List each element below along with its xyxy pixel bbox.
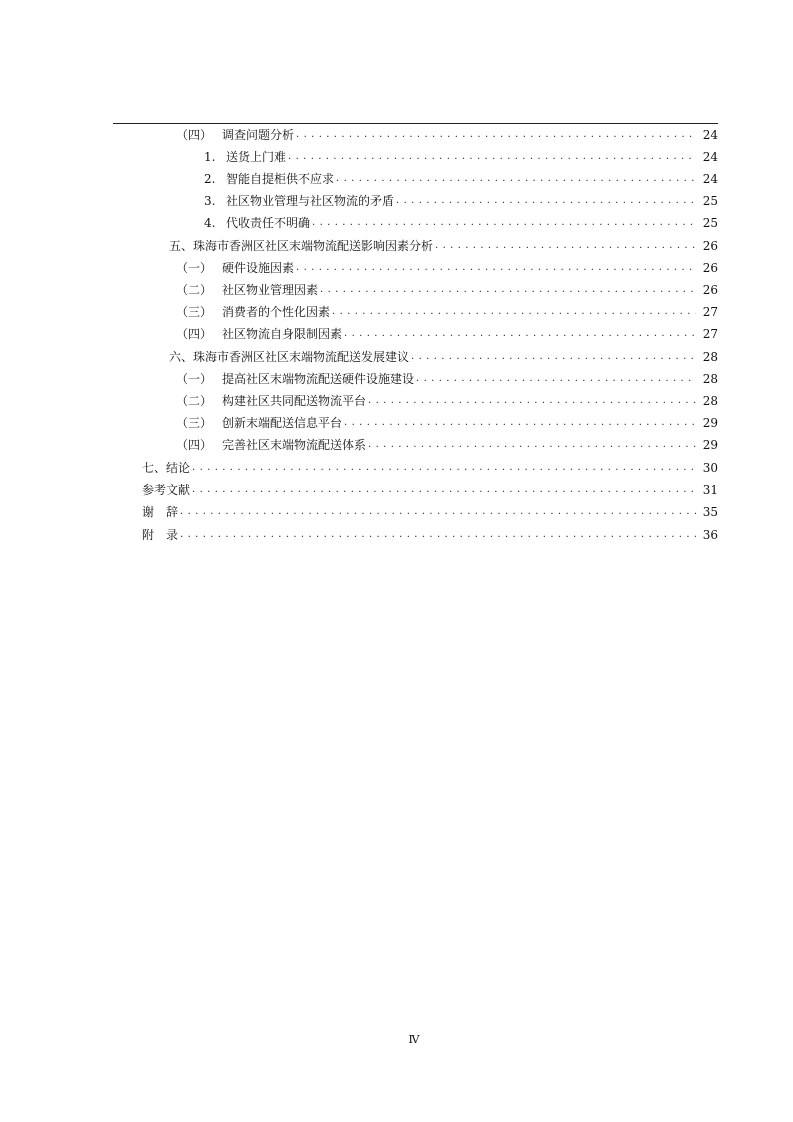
toc-dot-leader: [336, 168, 696, 190]
toc-entry[interactable]: [169, 346, 718, 368]
toc-entry-title: 送货上门难: [226, 150, 287, 164]
toc-entry[interactable]: [176, 257, 718, 279]
toc-entry-page: 36: [702, 528, 718, 542]
toc-entry-title: 谢 辞: [142, 505, 179, 519]
toc-dot-leader: [180, 501, 696, 523]
toc-dot-leader: [192, 479, 696, 501]
toc-entry-number: 3.: [204, 194, 216, 208]
toc-dot-leader: [411, 346, 696, 368]
toc-entry-page: 28: [702, 350, 718, 364]
toc-entry-page: 24: [702, 150, 718, 164]
toc-entry[interactable]: [176, 124, 718, 146]
toc-entry-page: 28: [702, 394, 718, 408]
toc-entry-title: 社区物业管理因素: [222, 283, 319, 297]
toc-entry-title: 硬件设施因素: [222, 261, 295, 275]
toc-entry-title: 社区物业管理与社区物流的矛盾: [226, 194, 395, 208]
toc-entry-number: （一）: [176, 372, 213, 386]
toc-entry-number: （三）: [176, 305, 213, 319]
toc-entry-page: 26: [702, 239, 718, 253]
toc-entry-number: （二）: [176, 394, 213, 408]
toc-entry-number: （四）: [176, 327, 213, 341]
toc-entry-number: （一）: [176, 261, 213, 275]
toc-dot-leader: [180, 524, 696, 546]
toc-dot-leader: [332, 301, 696, 323]
toc-dot-leader: [435, 235, 696, 257]
toc-entry-number: （二）: [176, 283, 213, 297]
toc-entry-title: 参考文献: [142, 483, 191, 497]
toc-entry[interactable]: [176, 390, 718, 412]
toc-entry-title: 消费者的个性化因素: [222, 305, 331, 319]
toc-entry-title: 创新末端配送信息平台: [222, 416, 343, 430]
toc-dot-leader: [312, 212, 696, 234]
toc-entry[interactable]: [176, 301, 718, 323]
toc-dot-leader: [368, 434, 696, 456]
toc-dot-leader: [344, 412, 696, 434]
toc-entry-page: 29: [702, 416, 718, 430]
toc-entry-page: 26: [702, 261, 718, 275]
toc-entry-page: 24: [702, 128, 718, 142]
toc-entry-page: 26: [702, 283, 718, 297]
toc-entry[interactable]: [204, 146, 718, 168]
toc-entry-title: 代收责任不明确: [226, 216, 311, 230]
toc-entry-page: 25: [702, 194, 718, 208]
toc-entry-page: 27: [702, 305, 718, 319]
toc-entry-page: 27: [702, 327, 718, 341]
toc-entry-page: 35: [702, 505, 718, 519]
toc-dot-leader: [288, 146, 696, 168]
toc-dot-leader: [344, 323, 696, 345]
toc-entry-page: 28: [702, 372, 718, 386]
toc-entry-title: 社区物流自身限制因素: [222, 327, 343, 341]
toc-dot-leader: [296, 257, 696, 279]
toc-entry-title: 七、结论: [142, 461, 191, 475]
toc-entry-number: （四）: [176, 438, 213, 452]
toc-entry[interactable]: [176, 412, 718, 434]
toc-entry-page: 29: [702, 438, 718, 452]
toc-entry-number: 2.: [204, 172, 216, 186]
toc-dot-leader: [416, 368, 696, 390]
toc-dot-leader: [368, 390, 696, 412]
toc-entry-title: 智能自提柜供不应求: [226, 172, 335, 186]
toc-entry[interactable]: [142, 457, 718, 479]
toc-entry[interactable]: [169, 235, 718, 257]
toc-entry-title: 提高社区末端物流配送硬件设施建设: [222, 372, 415, 386]
toc-entry[interactable]: [142, 524, 718, 546]
toc-entry-title: 调查问题分析: [222, 128, 295, 142]
toc-entry-number: （四）: [176, 128, 213, 142]
toc-entry[interactable]: [204, 190, 718, 212]
toc-entry-page: 31: [702, 483, 718, 497]
toc-entry[interactable]: [142, 501, 718, 523]
toc-dot-leader: [396, 190, 696, 212]
toc-entry[interactable]: [176, 368, 718, 390]
toc-entry-number: 1.: [204, 150, 216, 164]
toc-entry-title: 六、珠海市香洲区社区末端物流配送发展建议: [169, 350, 410, 364]
toc-entry[interactable]: [176, 323, 718, 345]
toc-entry-page: 30: [702, 461, 718, 475]
toc-entry[interactable]: [204, 212, 718, 234]
toc-entry-number: （三）: [176, 416, 213, 430]
toc-dot-leader: [192, 457, 696, 479]
toc-entry-title: 附 录: [142, 528, 179, 542]
toc-entry[interactable]: [176, 434, 718, 456]
toc-entry-number: 4.: [204, 216, 216, 230]
toc-entry-page: 24: [702, 172, 718, 186]
toc-entry[interactable]: [204, 168, 718, 190]
page-number: Ⅳ: [408, 1033, 420, 1046]
toc-entry-title: 五、珠海市香洲区社区末端物流配送影响因素分析: [169, 239, 434, 253]
toc-dot-leader: [320, 279, 696, 301]
toc-dot-leader: [296, 124, 696, 146]
toc-entry-title: 完善社区末端物流配送体系: [222, 438, 367, 452]
toc-entry-title: 构建社区共同配送物流平台: [222, 394, 367, 408]
toc-entry[interactable]: [142, 479, 718, 501]
toc-entry-page: 25: [702, 216, 718, 230]
toc-entry[interactable]: [176, 279, 718, 301]
